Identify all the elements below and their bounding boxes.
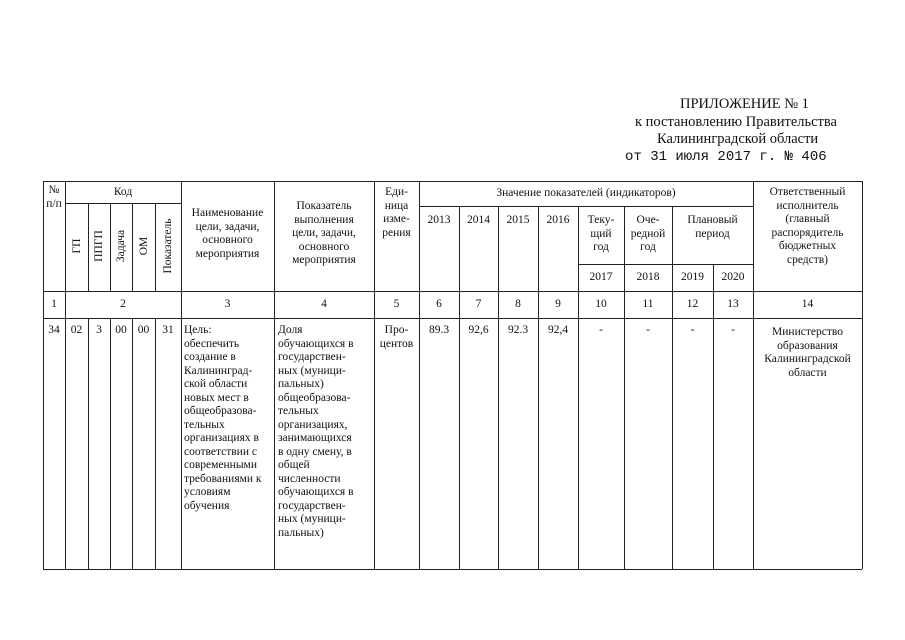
code-gp-header: ГП (71, 238, 83, 254)
value-2017: - (599, 324, 603, 336)
col-num-4: 4 (321, 298, 327, 310)
year-2019-header: 2019 (681, 271, 704, 283)
year-2016-header: 2016 (546, 214, 570, 226)
row-code-indicator: 31 (162, 324, 174, 336)
value-2014: 92,6 (468, 324, 489, 336)
appendix-title: ПРИЛОЖЕНИЕ № 1 (680, 96, 809, 112)
col-num-12: 12 (686, 298, 699, 310)
appendix-line-resolution: к постановлению Правительства (635, 114, 837, 130)
value-2019: - (690, 324, 695, 336)
year-2014-header: 2014 (467, 214, 490, 226)
row-code-ppgp: 3 (96, 324, 102, 336)
col-num-13: 13 (727, 298, 739, 310)
value-2020: - (731, 324, 735, 336)
col-num-1: 1 (51, 298, 57, 310)
code-ppgp-header: ППГП (93, 230, 105, 262)
col-num-6: 6 (436, 298, 442, 310)
value-2015: 92.3 (507, 324, 529, 336)
code-indicator-header: Показатель (162, 218, 174, 274)
year-2018-header: 2018 (636, 271, 660, 283)
code-om-header: ОМ (138, 236, 150, 256)
plan-period-header: Плановый период (687, 214, 738, 240)
row-goal-name: Цель: обеспечить создание в Калининград- ской области новых мест в общеобразова- тельных организациях в соответствии с современными требованиями к условиям обучения (184, 324, 262, 512)
year-2020-header: 2020 (721, 271, 745, 283)
current-year-header: Теку- щий год (587, 214, 615, 253)
col-responsible-header: Ответственный исполнитель (главный распорядитель бюджетных средств) (769, 186, 846, 266)
col-num-2: 2 (120, 298, 126, 310)
row-code-task: 00 (115, 324, 127, 336)
col-number-header: № п/п (46, 184, 62, 210)
value-2018: - (646, 324, 650, 336)
col-num-10: 10 (595, 298, 607, 310)
col-num-3: 3 (224, 298, 231, 310)
col-num-5: 5 (393, 298, 400, 310)
row-unit: Про- центов (379, 324, 414, 350)
col-num-7: 7 (475, 298, 482, 310)
col-num-8: 8 (515, 298, 521, 310)
year-2013-header: 2013 (427, 214, 451, 226)
value-2013: 89.3 (428, 324, 450, 336)
appendix-line-date: от 31 июля 2017 г. № 406 (625, 149, 827, 165)
col-num-9: 9 (555, 298, 561, 310)
col-num-14: 14 (801, 298, 814, 310)
col-indicator-header: Показатель выполнения цели, задачи, основного мероприятия (292, 200, 356, 266)
col-values-header: Значение показателей (индикаторов) (496, 187, 676, 199)
col-code-header: Код (113, 186, 133, 198)
row-code-om: 00 (137, 324, 150, 336)
appendix-line-region: Калининградской области (657, 131, 819, 147)
code-task-header: Задача (115, 229, 127, 263)
col-unit-header: Еди- ница изме- рения (382, 186, 411, 239)
row-responsible: Министерство образования Калининградской области (764, 326, 851, 379)
row-code-gp: 02 (70, 324, 83, 336)
col-name-header: Наименование цели, задачи, основного мероприятия (191, 207, 264, 260)
row-indicator-name: Доля обучающихся в государствен- ных (муници- пальных) общеобразова- тельных организациях, занимающихся в одну смену, в общей численности обучающихся в государствен- ных (муници- пальных) (278, 324, 354, 539)
year-2015-header: 2015 (506, 214, 530, 226)
year-2017-header: 2017 (589, 271, 613, 283)
next-year-header: Оче- редной год (630, 214, 666, 253)
col-num-11: 11 (642, 298, 654, 310)
row-number: 34 (48, 324, 60, 336)
value-2016: 92,4 (547, 324, 569, 336)
